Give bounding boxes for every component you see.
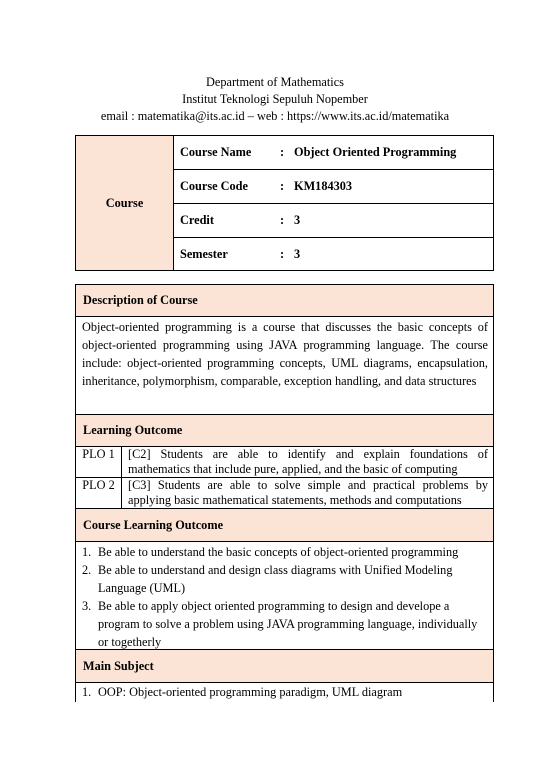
clo-heading: Course Learning Outcome: [83, 517, 224, 532]
list-text: OOP: Object-oriented programming paradigm, UML diagram: [98, 685, 403, 699]
separator: :: [280, 179, 285, 193]
description-heading-bar: [75, 284, 494, 317]
course-label: Course: [76, 136, 174, 271]
plo-code: PLO 1: [76, 447, 122, 478]
plo-text: [C3] Students are able to solve simple and practical problems by applying basic mathematical statements, methods and computations: [122, 478, 494, 509]
course-code-label: Course Code: [180, 179, 248, 193]
learning-outcome-table: [75, 446, 494, 509]
plo-text: [C2] Students are able to identify and explain foundations of mathematics that include pure, applied, and the basic of computing: [122, 447, 494, 478]
separator: :: [280, 145, 285, 159]
clo-heading-bar: [75, 508, 494, 542]
institute-name: Institut Teknologi Sepuluh Nopember: [182, 92, 368, 106]
separator: :: [280, 213, 285, 227]
list-text: Be able to apply object oriented programming to design and develope a program to solve a problem using JAVA programming language, individually or togetherly: [98, 599, 478, 649]
list-number: 1.: [82, 685, 92, 699]
page-header: [0, 74, 550, 125]
list-number: 3.: [82, 599, 92, 613]
list-text: Be able to understand and design class diagrams with Unified Modeling Language (UML): [98, 563, 453, 595]
list-item: [82, 543, 488, 561]
main-subject-list: [75, 682, 494, 701]
clo-list: [75, 542, 494, 651]
main-subject-heading: Main Subject: [83, 658, 154, 673]
semester-label: Semester: [180, 246, 228, 261]
semester-row: [174, 238, 494, 271]
plo-code: PLO 2: [76, 478, 122, 509]
credit-value: 3: [294, 213, 301, 227]
learning-outcome-heading-bar: [75, 414, 494, 447]
course-name-value: Object Oriented Programming: [294, 145, 457, 159]
course-code-row: [174, 170, 494, 204]
list-item: [82, 561, 488, 597]
list-number: 1.: [82, 545, 92, 559]
course-code-value: KM184303: [294, 179, 353, 193]
semester-value: 3: [294, 246, 301, 261]
credit-row: [174, 204, 494, 238]
course-info-table: [75, 135, 494, 271]
main-subject-heading-bar: [75, 649, 494, 683]
list-text: Be able to understand the basic concepts of object-oriented programming: [98, 545, 459, 559]
department-name: Department of Mathematics: [206, 75, 344, 89]
list-item: [82, 597, 488, 651]
course-name-row: [174, 136, 494, 170]
list-number: 2.: [82, 563, 92, 577]
description-text: Object-oriented programming is a course that discusses the basic concepts of object-oriented programming using JAVA programming language. The course include: object-oriented programming concepts, UML diagrams, encapsulation, inheritance, polymorphism, comparable, exception handling, and data structures: [82, 320, 488, 388]
contact-line: email : matematika@its.ac.id – web : https://www.its.ac.id/matematika: [100, 109, 450, 123]
description-heading: Description of Course: [83, 293, 198, 307]
learning-outcome-heading: Learning Outcome: [83, 423, 183, 437]
course-name-label: Course Name: [180, 145, 252, 159]
list-item: [82, 683, 488, 701]
credit-label: Credit: [180, 213, 214, 227]
separator: :: [280, 246, 285, 261]
